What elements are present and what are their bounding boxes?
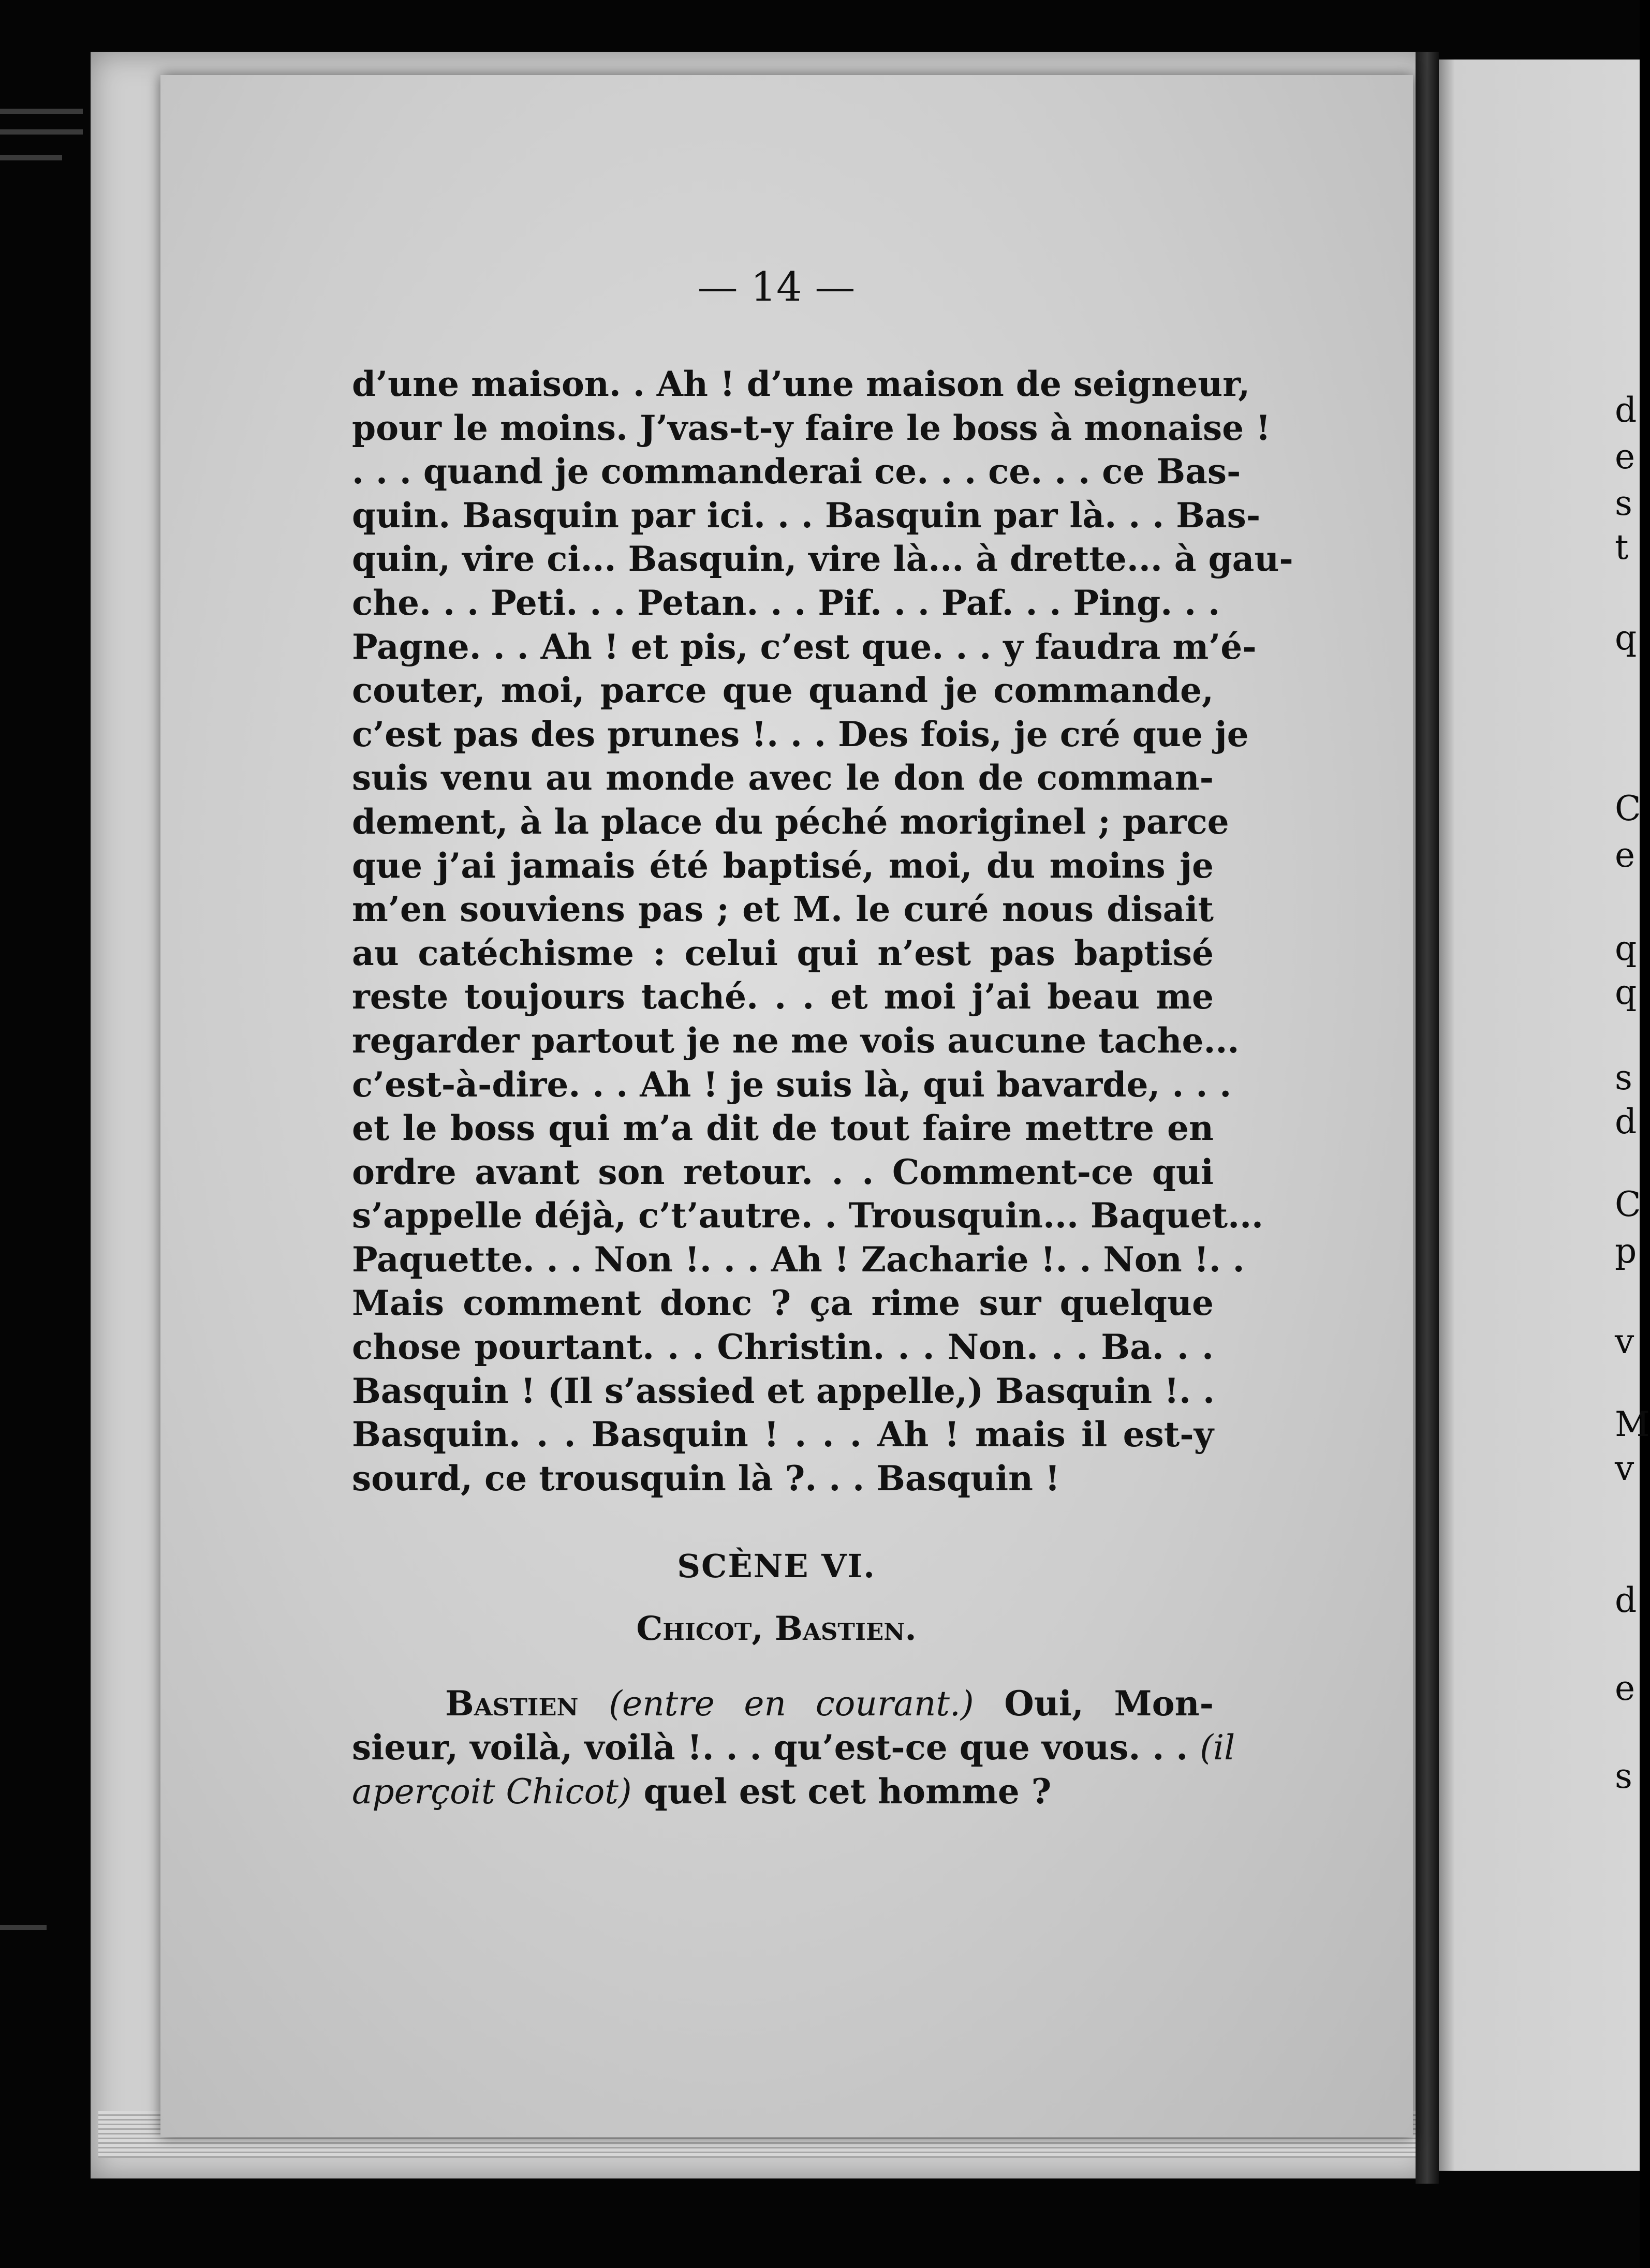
text-line: s’appelle déjà, c’t’autre. . Trousquin... Baquet... bbox=[352, 1195, 1264, 1236]
facing-fragment: q bbox=[1615, 618, 1637, 658]
text-line: couter, moi, parce que quand je commande, bbox=[352, 670, 1214, 711]
text-line: et le boss qui m’a dit de tout faire mettre en bbox=[352, 1108, 1214, 1149]
film-scratch bbox=[0, 109, 83, 114]
text-line: Paquette. . . Non !. . . Ah ! Zacharie !. . Non !. . bbox=[352, 1239, 1245, 1280]
text-line: Pagne. . . Ah ! et pis, c’est que. . . y faudra m’é- bbox=[352, 626, 1257, 667]
facing-fragment: C bbox=[1615, 789, 1641, 828]
film-scratch bbox=[0, 129, 83, 135]
facing-fragment: q bbox=[1615, 928, 1637, 968]
scene-characters: Chicot, Bastien. bbox=[636, 1609, 917, 1648]
speaker-name: Bastien bbox=[445, 1683, 579, 1724]
facing-fragment: e bbox=[1615, 835, 1636, 875]
dialogue-text: sieur, voilà, voilà !. . . qu’est-ce que vous. . . bbox=[352, 1727, 1188, 1768]
text-line: ordre avant son retour. . . Comment-ce qui bbox=[352, 1151, 1214, 1192]
facing-fragment: q bbox=[1615, 972, 1637, 1012]
text-line: reste toujours taché. . . et moi j’ai beau me bbox=[352, 976, 1214, 1017]
text-line: d’une maison. . Ah ! d’une maison de seigneur, bbox=[352, 364, 1250, 404]
text-line: regarder partout je ne me vois aucune tache... bbox=[352, 1020, 1240, 1061]
stage-direction: (entre en courant.) bbox=[609, 1684, 974, 1724]
text-line: que j’ai jamais été baptisé, moi, du moins je bbox=[352, 845, 1214, 886]
text-line: c’est pas des prunes !. . . Des fois, je cré que je bbox=[352, 714, 1249, 754]
text-line: Mais comment donc ? ça rime sur quelque bbox=[352, 1283, 1214, 1324]
dialogue-text: Oui, Mon- bbox=[1004, 1683, 1214, 1724]
text-line: che. . . Peti. . . Petan. . . Pif. . . Paf. . . Ping. . . bbox=[352, 582, 1220, 623]
page-number: — 14 — bbox=[697, 264, 856, 310]
book-gutter bbox=[1416, 52, 1439, 2184]
stage-direction: (il bbox=[1200, 1728, 1235, 1768]
facing-page-text-fragments bbox=[1615, 0, 1650, 2268]
text-line: quin, vire ci... Basquin, vire là... à drette... à gau- bbox=[352, 539, 1293, 580]
dialogue-line bbox=[352, 1726, 1235, 1770]
facing-fragment: v bbox=[1615, 1448, 1634, 1488]
facing-fragment: s bbox=[1615, 1058, 1632, 1098]
text-line: quin. Basquin par ici. . . Basquin par là. . . Bas- bbox=[352, 495, 1261, 536]
facing-fragment: t bbox=[1615, 527, 1629, 567]
facing-fragment: p bbox=[1615, 1231, 1637, 1271]
text-line: au catéchisme : celui qui n’est pas baptisé bbox=[352, 932, 1214, 973]
text-line: chose pourtant. . . Christin. . . Non. . . Ba. . . bbox=[352, 1327, 1214, 1368]
facing-fragment: s bbox=[1615, 1756, 1632, 1796]
dialogue-text: quel est cet homme ? bbox=[643, 1771, 1052, 1812]
facing-fragment: e bbox=[1615, 1668, 1636, 1708]
facing-fragment: d bbox=[1615, 390, 1637, 430]
text-line: dement, à la place du péché moriginel ; parce bbox=[352, 801, 1229, 842]
facing-fragment: e bbox=[1615, 437, 1636, 477]
stage-direction: aperçoit Chicot) bbox=[352, 1772, 632, 1812]
text-line: suis venu au monde avec le don de comman- bbox=[352, 758, 1214, 798]
text-line: m’en souviens pas ; et M. le curé nous disait bbox=[352, 889, 1214, 930]
monologue-text bbox=[352, 362, 1293, 1500]
dialogue-line bbox=[352, 1682, 1214, 1726]
film-scratch bbox=[0, 1925, 47, 1930]
text-line: c’est-à-dire. . . Ah ! je suis là, qui bavarde, . . . bbox=[352, 1064, 1232, 1105]
scene-heading: SCÈNE VI. bbox=[677, 1547, 876, 1585]
facing-fragment: s bbox=[1615, 483, 1632, 523]
text-line: Basquin. . . Basquin ! . . . Ah ! mais il est-y bbox=[352, 1414, 1214, 1455]
text-line: sourd, ce trousquin là ?. . . Basquin ! bbox=[352, 1458, 1060, 1499]
facing-fragment: C bbox=[1615, 1184, 1641, 1224]
dialogue-block bbox=[352, 1682, 1235, 1814]
facing-page bbox=[1439, 60, 1640, 2171]
facing-fragment: d bbox=[1615, 1102, 1637, 1142]
text-line: . . . quand je commanderai ce. . . ce. . . ce Bas- bbox=[352, 451, 1241, 492]
dialogue-line bbox=[352, 1770, 1214, 1814]
text-line: pour le moins. J’vas-t-y faire le boss à monaise ! bbox=[352, 407, 1271, 448]
facing-fragment: M bbox=[1615, 1404, 1650, 1444]
film-scratch bbox=[0, 155, 62, 160]
text-line: Basquin ! (Il s’assied et appelle,) Basquin !. . bbox=[352, 1370, 1215, 1411]
facing-fragment: v bbox=[1615, 1322, 1634, 1361]
facing-fragment: d bbox=[1615, 1580, 1637, 1620]
